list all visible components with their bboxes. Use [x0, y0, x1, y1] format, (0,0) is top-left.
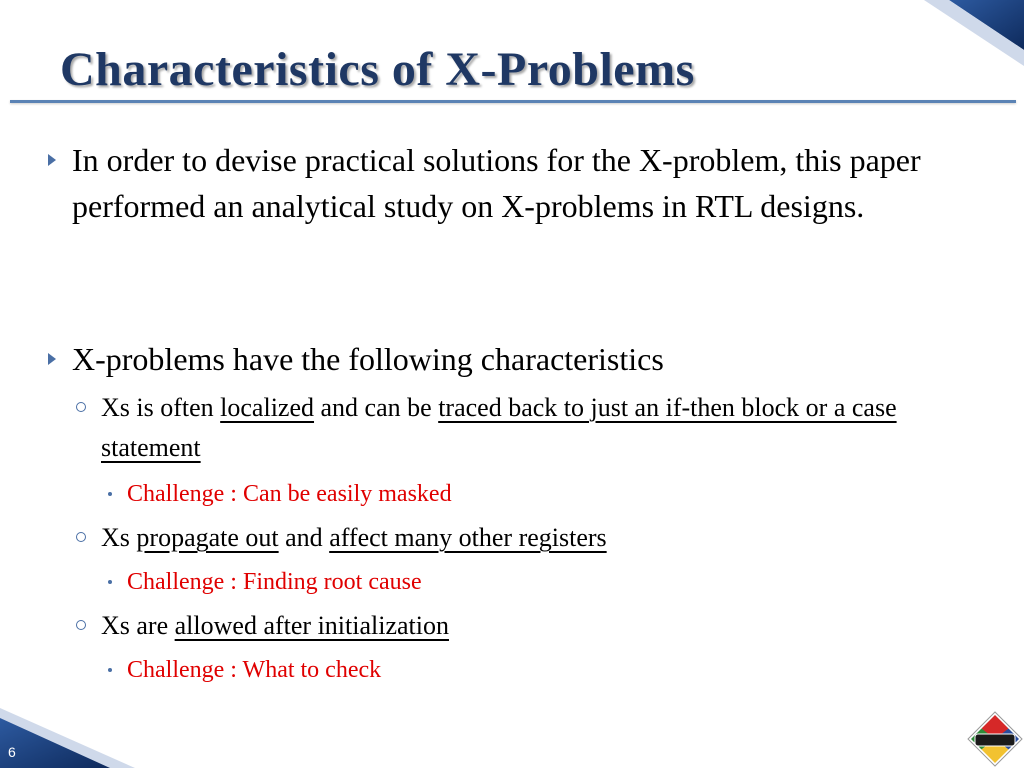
sub-bullet-2-text-2: and	[278, 523, 330, 552]
eslab-logo	[966, 710, 1024, 768]
challenge-1-text: Challenge : Can be easily masked	[127, 481, 452, 507]
bullet-1	[72, 137, 982, 229]
bullet-arrow-icon	[48, 353, 56, 365]
title-divider	[10, 100, 1016, 103]
sub-bullet-2-underline-1: propagate out	[136, 523, 279, 552]
sub-bullet-3	[101, 606, 961, 646]
sub-bullet-1-text: Xs is often	[101, 393, 221, 422]
challenge-3	[127, 652, 927, 688]
bullet-dot-icon	[108, 492, 112, 496]
sub-bullet-2-underline-2: affect many other registers	[329, 523, 607, 552]
bullet-2	[72, 336, 982, 382]
sub-bullet-3-underline-1: allowed after initialization	[174, 611, 449, 640]
bullet-circle-icon	[76, 532, 86, 542]
challenge-2-text: Challenge : Finding root cause	[127, 569, 422, 595]
sub-bullet-1-underline-1: localized	[220, 393, 315, 422]
corner-decoration-top-right	[889, 0, 1024, 70]
corner-decoration-bottom-left	[0, 708, 140, 768]
bullet-arrow-icon	[48, 154, 56, 166]
sub-bullet-3-text: Xs are	[101, 611, 175, 640]
bullet-circle-icon	[76, 620, 86, 630]
challenge-2	[127, 564, 927, 600]
bullet-2-text: X-problems have the following characteristics	[72, 341, 664, 377]
page-number: 6	[8, 744, 16, 760]
sub-bullet-2	[101, 518, 961, 558]
challenge-1	[127, 476, 927, 512]
bullet-dot-icon	[108, 668, 112, 672]
bullet-circle-icon	[76, 402, 86, 412]
sub-bullet-1	[101, 388, 961, 468]
bullet-1-text: In order to devise practical solutions for the X-problem, this paper performed an analytical study on X-problems in RTL designs.	[72, 142, 921, 224]
sub-bullet-1-underline-2: traced back to just an if-then block or a case statement	[101, 393, 897, 462]
sub-bullet-2-text: Xs	[101, 523, 137, 552]
challenge-3-text: Challenge : What to check	[127, 657, 382, 683]
bullet-dot-icon	[108, 580, 112, 584]
sub-bullet-1-text-2: and can be	[314, 393, 439, 422]
slide-title: Characteristics of X-Problems	[60, 43, 695, 96]
